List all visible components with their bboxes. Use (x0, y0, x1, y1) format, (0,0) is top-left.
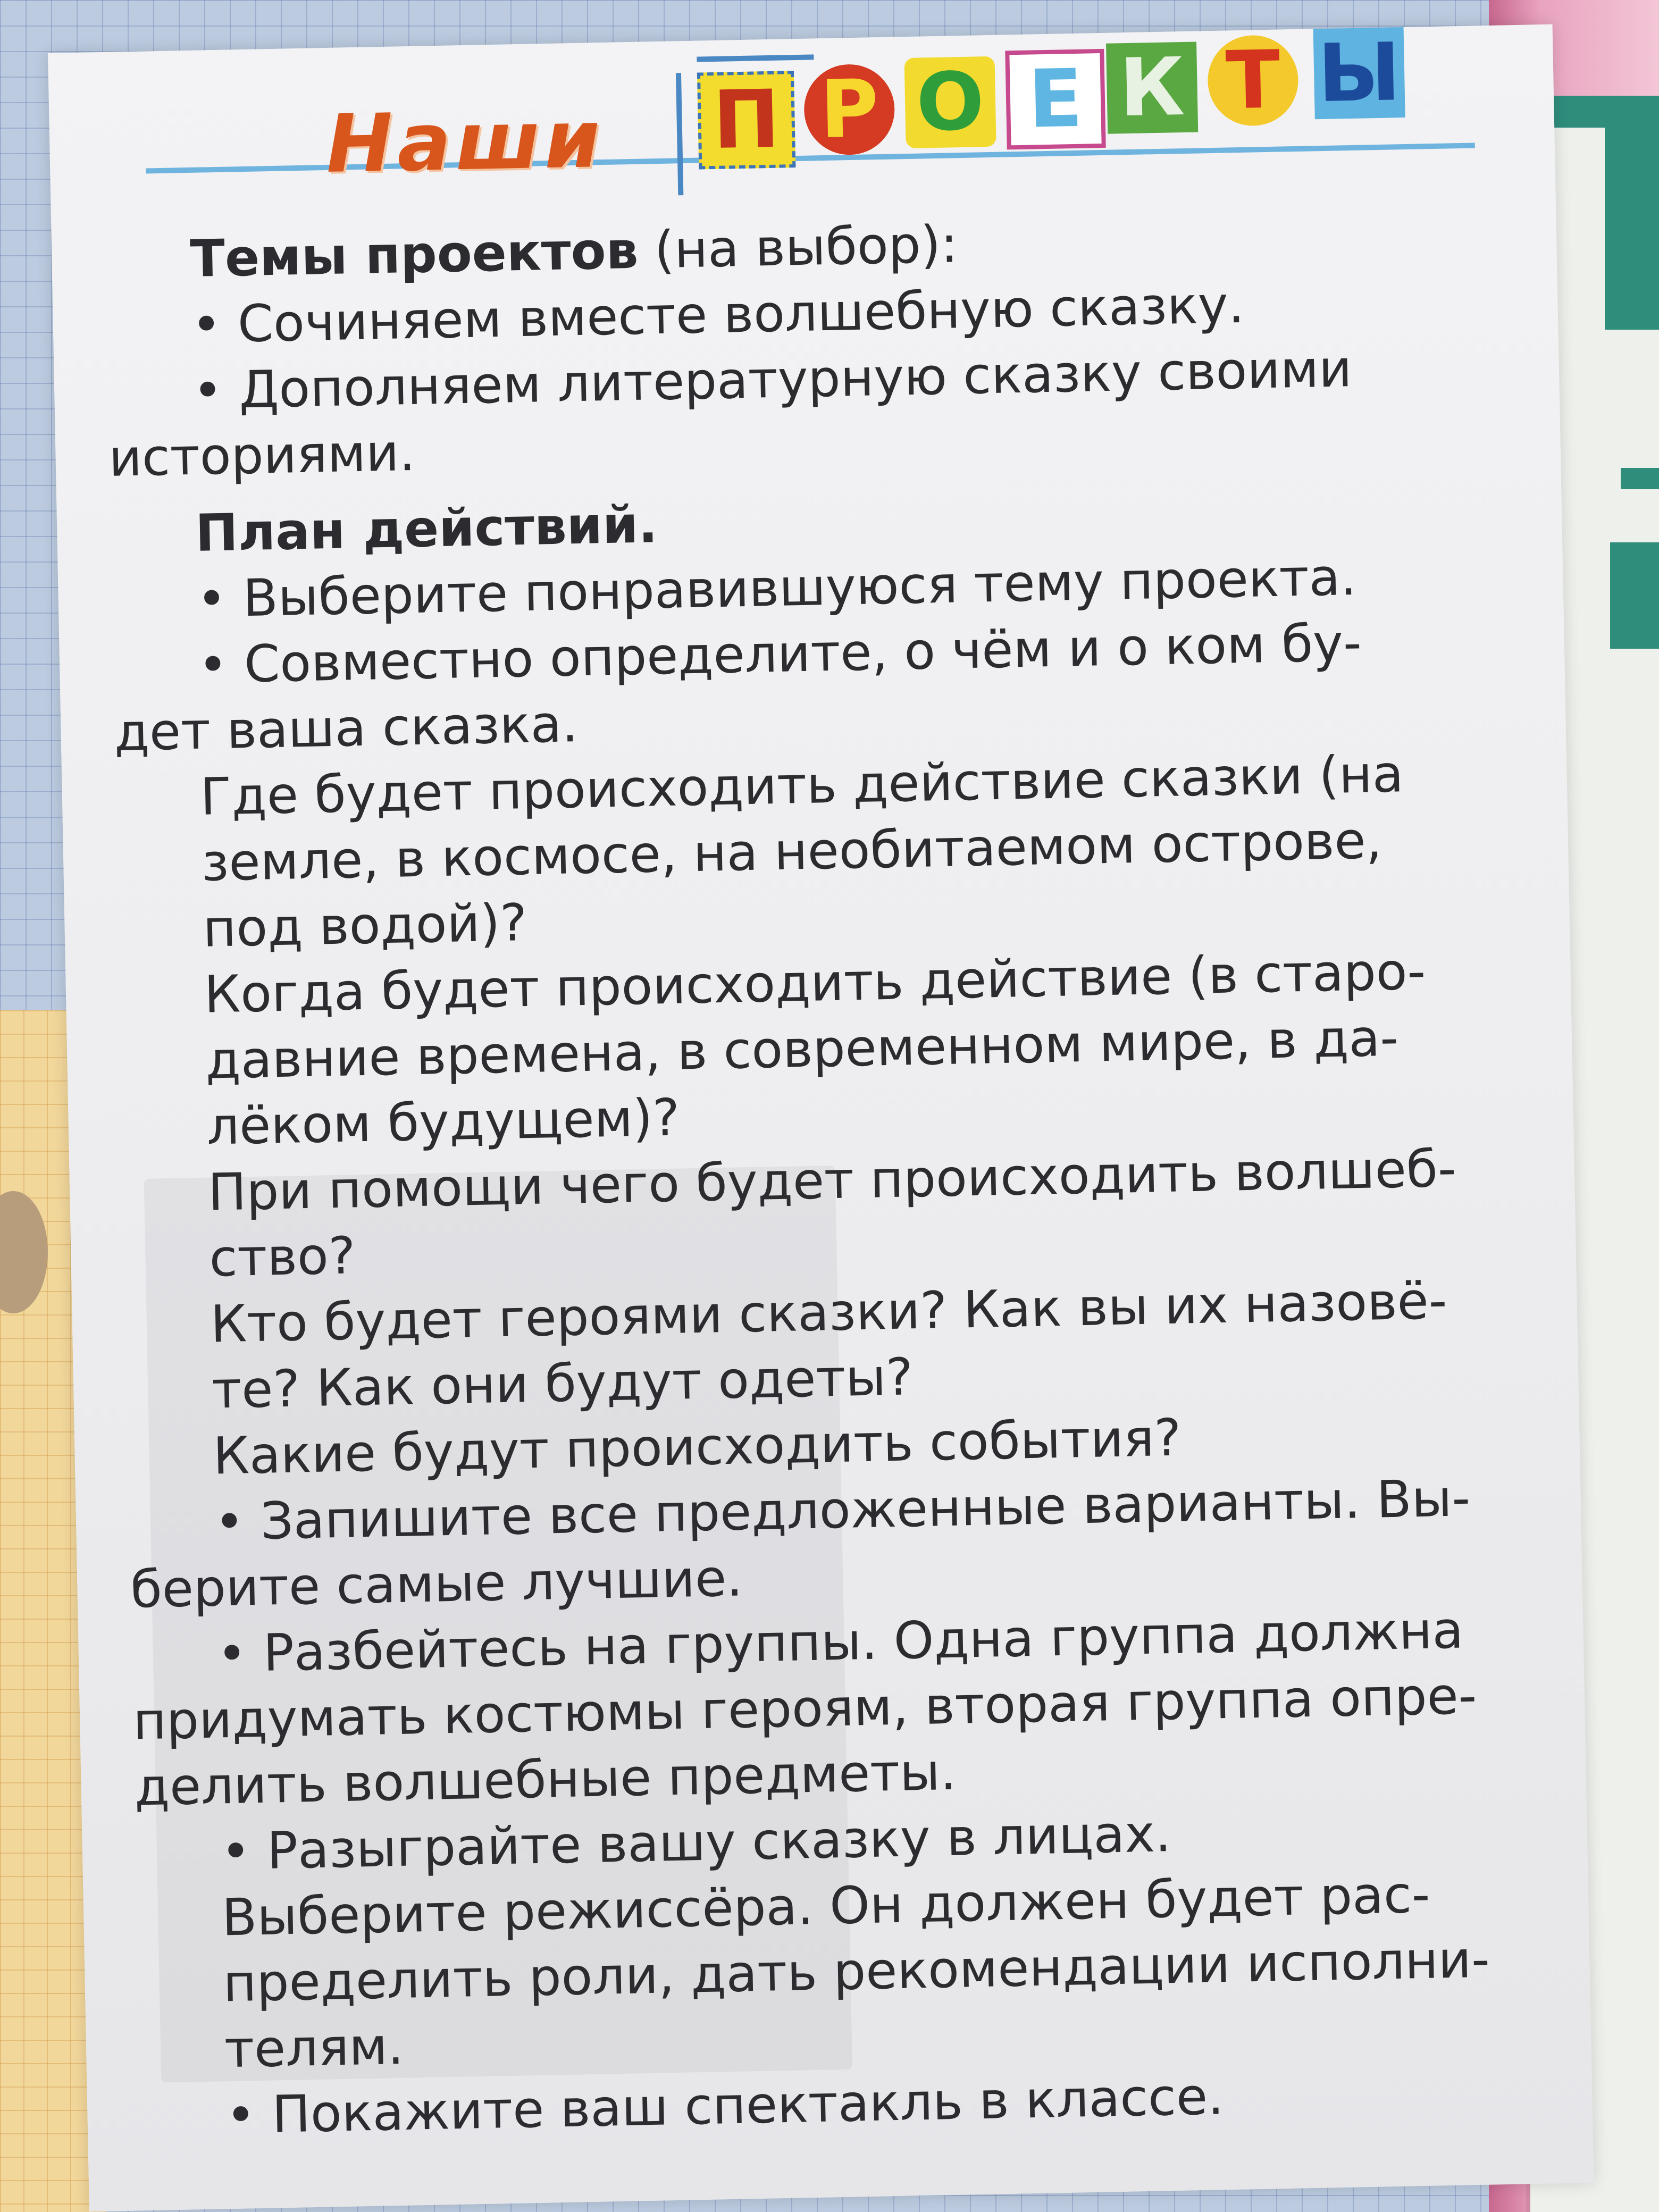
director-line: пределить роли, дать рекомендации исполни- (222, 1929, 1490, 2014)
bullet: • (216, 1623, 248, 1684)
bullet: • (214, 1492, 245, 1552)
header-letter-tile: О (904, 56, 996, 148)
green-bar (1605, 128, 1659, 330)
header-letter-tile: П (697, 71, 795, 169)
green-bar (1621, 468, 1659, 489)
director-line: Выберите режиссёра. Он должен будет рас- (221, 1864, 1431, 1948)
plan-step-2: Совместно определите, о чём и о ком бу- (244, 613, 1362, 694)
question-line: те? Как они будут одеты? (211, 1347, 914, 1420)
horizontal-arrow-icon (697, 54, 814, 62)
header-letter-tile: Е (1005, 49, 1106, 150)
green-bar (1610, 542, 1659, 649)
header-letter-tile: Т (1207, 35, 1299, 127)
plan-step-3: Запишите все предложенные варианты. Вы- (260, 1468, 1471, 1551)
page-body (104, 200, 1587, 2150)
question-line: земле, в космосе, на необитаемом острове, (201, 810, 1382, 893)
plan-step-1: Выберите понравившуюся тему проекта. (242, 547, 1357, 629)
question-line: давние времена, в современном мире, в да- (205, 1008, 1399, 1091)
vertical-arrow-icon (676, 73, 683, 195)
question-line: При помощи чего будет происходить волшеб- (207, 1138, 1457, 1222)
question-line: Где будет происходить действие сказки (на (199, 744, 1404, 827)
plan-step-6: Покажите ваш спектакль в классе. (271, 2066, 1225, 2144)
header-letter-tile: Ы (1313, 27, 1405, 119)
topics-heading-bold: Темы проектов (189, 220, 639, 289)
director-line: телям. (224, 2016, 405, 2080)
header-letter-tile: Р (803, 63, 895, 155)
textbook-page (48, 24, 1594, 2212)
question-line: Какие будут происходить события? (212, 1407, 1182, 1486)
bullet: • (220, 1821, 252, 1882)
plan-step-4-cont: делить волшебные предметы. (133, 1741, 957, 1817)
bullet: • (196, 568, 228, 629)
header-letter-tile: К (1106, 42, 1198, 134)
bullet: • (190, 294, 222, 355)
bullet: • (225, 2085, 257, 2146)
topic-item-2-cont: историями. (108, 422, 416, 488)
page-header (144, 24, 1582, 211)
plan-step-5: Разыграйте вашу сказку в лицах. (266, 1804, 1172, 1881)
question-line: лёком будущем)? (206, 1087, 681, 1157)
header-word-nashi: Наши (325, 93, 606, 191)
bullet: • (197, 634, 229, 695)
topic-item-1: Сочиняем вместе волшебную сказку. (237, 274, 1245, 354)
plan-step-4: Разбейтесь на группы. Одна группа должна (262, 1600, 1464, 1683)
question-line: под водой)? (202, 893, 528, 959)
question-line: ство? (208, 1226, 356, 1288)
plan-step-4-cont: придумать костюмы героям, вторая группа опре- (132, 1665, 1478, 1752)
plan-step-3-cont: берите самые лучшие. (130, 1548, 743, 1620)
topics-heading-rest: (на выбор): (653, 214, 959, 280)
plan-heading: План действий. (195, 495, 658, 563)
topic-item-2: Дополняем литературную сказку своими (238, 339, 1353, 420)
bullet: • (192, 360, 223, 421)
question-line: Кто будет героями сказки? Как вы их назовё- (210, 1270, 1448, 1354)
plan-step-2-cont: дет ваша сказка. (113, 694, 579, 763)
question-line: Когда будет происходить действие (в старо- (203, 941, 1427, 1025)
